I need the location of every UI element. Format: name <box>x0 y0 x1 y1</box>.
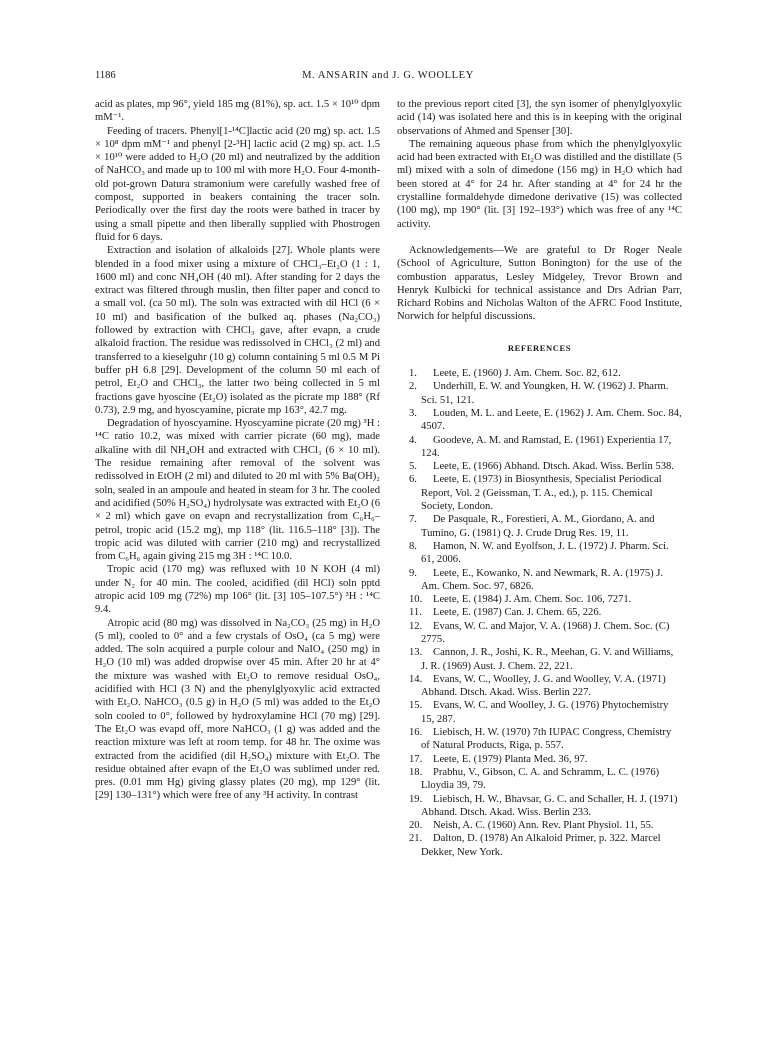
acknowledgements: Acknowledgements—We are grateful to Dr Roger Neale (School of Agriculture, Sutton Bonington) for the use of the combustion apparatus, Lesley Midgeley, Trevor Brown and Henryk Kulbicki for technical assistance and Drs Adrian Parr, Richard Robins and Nicholas Walton of the AFRC Food Institute, Norwich for helpful discussions. <box>397 244 682 323</box>
reference-number: 16. <box>409 727 423 739</box>
reference-item <box>397 407 682 434</box>
reference-item <box>397 567 682 594</box>
reference-item <box>397 606 682 619</box>
reference-list <box>397 367 682 859</box>
reference-number: 18. <box>409 766 423 778</box>
running-authors: M. ANSARIN and J. G. WOOLLEY <box>302 70 474 81</box>
paragraph: Extraction and isolation of alkaloids [27]. Whole plants were blended in a food mixer using a mixture of CHCl₃–Et₂O (1 : 1, 1600 ml) and conc NH₄OH (40 ml). After standing for 2 days the extract was filtered through muslin, then filter paper and concd to a small vol. (ca 50 ml). The soln was extracted with dil HCl (6 × 10 ml) and basification of the bulked aq. phases (Na₂CO₃) followed by extraction with CHCl₃ gave, after evapn, a crude alkaloid fraction. The residue was redissolved in CHCl₃ (2 ml) and transferred to a kieselguhr (10 g) column containing 5 ml 0.5 M Pi buffer pH 6.8 [29]. Development of the column 50 ml each of petrol, Et₂O and CHCl₃, the latter two being collected in 5 ml fractions gave hyoscine (Et₂O) isolated as the picrate mp 188° (Rf 0.73), 2.9 mg, and hyoscyamine, picrate mp 163°, 42.7 mg. <box>95 245 380 416</box>
reference-item <box>397 766 682 793</box>
reference-text: De Pasquale, R., Forestieri, A. M., Giordano, A. and Tumino, G. (1981) Q. J. Crude Drug Res. 19, 11. <box>421 514 655 539</box>
reference-number: 6. <box>409 474 417 486</box>
paragraph: acid as plates, mp 96°, yield 185 mg (81%), sp. act. 1.5 × 10¹⁰ dpm mM⁻¹. <box>95 99 380 124</box>
paragraph: Tropic acid (170 mg) was refluxed with 10 N KOH (4 ml) under N₂ for 40 min. The cooled, acidified (dil HCl) soln pptd atropic acid 109 mg (72%) mp 106° (lit. [3] 105–107.5°) ³H : ¹⁴C 9.4. <box>95 564 380 616</box>
page-number: 1186 <box>95 70 116 81</box>
reference-item <box>397 726 682 753</box>
reference-item <box>397 699 682 726</box>
reference-item <box>397 473 682 513</box>
reference-number: 3. <box>409 407 417 419</box>
reference-text: Hamon, N. W. and Eyolfson, J. L. (1972) J. Pharm. Sci. 61, 2006. <box>421 540 669 566</box>
reference-number: 4. <box>409 434 417 446</box>
reference-number: 17. <box>409 753 423 765</box>
reference-item <box>397 793 682 820</box>
reference-text: Underhill, E. W. and Youngken, H. W. (1962) J. Pharm. Sci. 51, 121. <box>421 381 669 406</box>
reference-text: Evans, W. C., Woolley, J. G. and Woolley, V. A. (1971) Abhand. Dtsch. Akad. Wiss. Berlin 227. <box>421 673 666 699</box>
reference-text: Leete, E. (1973) in Biosynthesis, Specialist Periodical Report, Vol. 2 (Geissman, T. A., ed.), p. 115. Chemical Society, London. <box>421 474 662 513</box>
reference-number: 13. <box>409 647 423 659</box>
reference-item <box>397 753 682 766</box>
reference-item <box>397 620 682 647</box>
paragraph: Atropic acid (80 mg) was dissolved in Na₂CO₃ (25 mg) in H₂O (5 ml), cooled to 0° and a few crystals of OsO₄ (ca 5 mg) were added. The soln acquired a purple colour and NaIO₄ (250 mg) in H₂O (10 ml) was added dropwise over 45 min. After 20 hr at 4° the mixture was washed with Et₂O to remove residual OsO₄, acidified with HCl (3 N) and the phenylglyoxylic acid extracted with Et₂O. NaHCO₃ (0.5 g) in H₂O (5 ml) was added to the Et₂O soln cooled to 0°, followed by hydroxylamine HCl (70 mg) [29]. The Et₂O was evapd off, more NaHCO₃ (1 g) was added and the reaction mixture was left at room temp. for 48 hr. The oxime was extracted from the acidified (dil H₂SO₄) mixture with Et₂O. The residue obtained after evapn of the Et₂O was sublimed under red. pres. (0.01 mm Hg) giving glassy plates (20 mg), mp 129° (lit. [29] 130–131°) which were free of any ³H activity. In contrast <box>95 617 380 802</box>
reference-number: 19. <box>409 793 423 805</box>
reference-text: Neish, A. C. (1960) Ann. Rev. Plant Physiol. 11, 55. <box>433 820 654 832</box>
reference-item <box>397 593 682 606</box>
reference-item <box>397 367 682 380</box>
reference-item <box>397 540 682 567</box>
reference-text: Liebisch, H. W., Bhavsar, G. C. and Schaller, H. J. (1971) Abhand. Dtsch. Akad. Wiss. Berlin 233. <box>421 793 678 818</box>
reference-number: 10. <box>409 594 423 606</box>
reference-text: Evans, W. C. and Woolley, J. G. (1976) Phytochemistry 15, 287. <box>421 700 669 725</box>
reference-number: 9. <box>409 567 417 579</box>
reference-number: 1. <box>409 368 417 380</box>
reference-number: 11. <box>409 607 422 619</box>
reference-text: Leete, E. (1960) J. Am. Chem. Soc. 82, 612. <box>433 368 621 380</box>
reference-number: 8. <box>409 540 417 552</box>
reference-number: 15. <box>409 700 423 712</box>
paragraph: Degradation of hyoscyamine. Hyoscyamine picrate (20 mg) ³H : ¹⁴C ratio 10.2, was mixed with carrier picrate (60 mg), made alkaline with dil NH₄OH and extracted with CHCl₃ (6 × 10 ml). The residue remaining after removal of the solvent was redissolved in EtOH (2 ml) and diluted to 20 ml with 5% Ba(OH)₂ soln, sealed in an ampoule and heated in steam for 3 hr. The cooled and acidified (50% H₂SO₄) hydrolysate was extracted with Et₂O (6 × 2 ml) which gave on evapn and recrystallization from C₆H₆–petrol, tropic acid (15.2 mg), mp 118° (lit. 116.5–118° [3]). The tropic acid was diluted with carrier (210 mg) and recrystallized from C₆H₆ again giving 215 mg 3H : ¹⁴C 10.0. <box>95 418 380 563</box>
reference-text: Leete, E. (1966) Abhand. Dtsch. Akad. Wiss. Berlin 538. <box>433 461 674 473</box>
reference-number: 7. <box>409 514 417 526</box>
reference-item <box>397 513 682 540</box>
reference-text: Cannon, J. R., Joshi, K. R., Meehan, G. V. and Williams, J. R. (1969) Aust. J. Chem. 22, 221. <box>421 647 674 672</box>
reference-text: Leete, E. (1979) Planta Med. 36, 97. <box>433 753 588 765</box>
reference-text: Leete, E. (1987) Can. J. Chem. 65, 226. <box>433 607 602 619</box>
references-heading: REFERENCES <box>507 342 572 353</box>
reference-text: Dalton, D. (1978) An Alkaloid Primer, p. 322. Marcel Dekker, New York. <box>421 833 661 858</box>
reference-text: Evans, W. C. and Major, V. A. (1968) J. Chem. Soc. (C) 2775. <box>421 620 670 645</box>
reference-text: Leete, E. (1984) J. Am. Chem. Soc. 106, 7271. <box>433 594 632 606</box>
right-column <box>397 98 682 859</box>
reference-item <box>397 832 682 859</box>
reference-text: Leete, E., Kowanko, N. and Newmark, R. A. (1975) J. Am. Chem. Soc. 97, 6826. <box>421 567 664 592</box>
reference-item <box>397 819 682 832</box>
reference-text: Prabhu, V., Gibson, C. A. and Schramm, L. C. (1976) Lloydia 39, 79. <box>421 766 660 792</box>
reference-number: 12. <box>409 620 423 632</box>
reference-number: 2. <box>409 381 417 393</box>
paragraph: to the previous report cited [3], the syn isomer of phenylglyoxylic acid (14) was isolated here and this is in keeping with the original observations of Ahmed and Spenser [30]. <box>397 99 682 137</box>
reference-number: 14. <box>409 673 423 685</box>
left-column <box>95 98 380 803</box>
reference-item <box>397 434 682 461</box>
reference-item <box>397 646 682 673</box>
reference-number: 21. <box>409 833 423 845</box>
reference-item <box>397 380 682 407</box>
reference-text: Liebisch, H. W. (1970) 7th IUPAC Congress, Chemistry of Natural Products, Riga, p. 557. <box>421 727 672 752</box>
reference-item <box>397 460 682 473</box>
reference-text: Goodeve, A. M. and Ramstad, E. (1961) Experientia 17, 124. <box>421 434 672 459</box>
reference-text: Louden, M. L. and Leete, E. (1962) J. Am. Chem. Soc. 84, 4507. <box>421 407 682 433</box>
reference-item <box>397 673 682 700</box>
running-header <box>95 70 681 84</box>
reference-number: 20. <box>409 820 423 832</box>
paragraph: The remaining aqueous phase from which the phenylglyoxylic acid had been extracted with Et₂O was distilled and the distillate (5 ml) mixed with a soln of dimedone (156 mg) in H₂O which had been stored at 4° for 24 hr. After standing at 4° for 24 hr the crystalline formaldehyde dimedone derivative (15) was collected (100 mg), mp 190° (lit. [3] 192–193°) which was free of any ¹⁴C activity. <box>397 138 682 230</box>
paragraph: Feeding of tracers. Phenyl[1-¹⁴C]lactic acid (20 mg) sp. act. 1.5 × 10⁸ dpm mM⁻¹ and phenyl [2-³H] lactic acid (2 mg) sp. act. 1.5 × 10¹⁰ were added to H₂O (20 ml) and neutralized by the addition of NaHCO₃ and made up to 100 ml with more H₂O. Four 4-month-old pot-grown Datura stramonium were carefully washed free of compost, supported in beakers containing the tracer soln. Periodically over the first day the roots were bathed in tracer by using a small pipette and then liberally supplied with Phostrogen fluid for 6 days. <box>95 125 380 243</box>
reference-number: 5. <box>409 461 417 473</box>
